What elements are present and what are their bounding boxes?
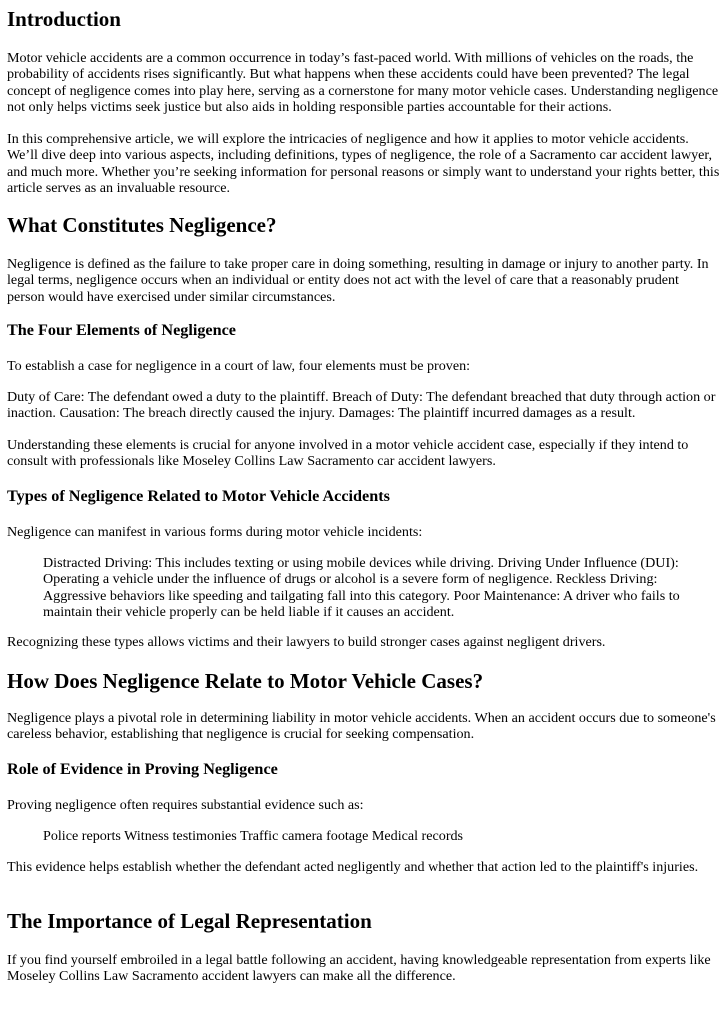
negligence-heading: What Constitutes Negligence? xyxy=(7,213,277,237)
evidence-summary-paragraph: This evidence helps establish whether the defendant acted negligently and whether that action led to the plaintiff's injuries. xyxy=(7,859,699,875)
evidence-list-quote: Police reports Witness testimonies Traffic camera footage Medical records xyxy=(43,828,464,844)
four-elements-heading: The Four Elements of Negligence xyxy=(7,321,236,339)
four-elements-summary-paragraph: Understanding these elements is crucial for anyone involved in a motor vehicle accident case, especially if they intend to consult with professionals like Moseley Collins Law Sacramento car accident lawyers. xyxy=(7,437,689,470)
intro-paragraph-1: Motor vehicle accidents are a common occurrence in today’s fast-paced world. With millions of vehicles on the roads, the probability of accidents rises significantly. But what happens when these accidents could have been prevented? The legal concept of negligence comes into play here, serving as a cornerstone for many motor vehicle cases. Understanding negligence not only helps victims seek justice but also aids in holding responsible parties accountable for their actions. xyxy=(7,50,719,115)
types-summary-paragraph: Recognizing these types allows victims and their lawyers to build stronger cases against negligent drivers. xyxy=(7,634,606,650)
types-heading: Types of Negligence Related to Motor Vehicle Accidents xyxy=(7,487,390,505)
evidence-heading: Role of Evidence in Proving Negligence xyxy=(7,760,278,778)
relate-paragraph: Negligence plays a pivotal role in determining liability in motor vehicle accidents. When an accident occurs due to someone's careless behavior, establishing that negligence is crucial for seeking compensation. xyxy=(7,710,716,743)
intro-paragraph-2: In this comprehensive article, we will explore the intricacies of negligence and how it applies to motor vehicle accidents. We’ll dive deep into various aspects, including definitions, types of negligence, the role of a Sacramento car accident lawyer, and much more. Whether you’re seeking information for personal reasons or simply want to understand your rights better, this article serves as an invaluable resource. xyxy=(7,131,720,196)
relate-heading: How Does Negligence Relate to Motor Vehicle Cases? xyxy=(7,669,484,693)
types-intro-paragraph: Negligence can manifest in various forms during motor vehicle incidents: xyxy=(7,524,423,540)
legal-representation-paragraph: If you find yourself embroiled in a legal battle following an accident, having knowledgeable representation from experts like Moseley Collins Law Sacramento accident lawyers can make all the difference. xyxy=(7,952,711,985)
four-elements-intro-paragraph: To establish a case for negligence in a court of law, four elements must be proven: xyxy=(7,358,471,374)
intro-heading: Introduction xyxy=(7,7,121,31)
four-elements-list-paragraph: Duty of Care: The defendant owed a duty to the plaintiff. Breach of Duty: The defendant breached that duty through action or inaction. Causation: The breach directly caused the injury. Damages: The plaintiff incurred damages as a result. xyxy=(7,389,716,422)
legal-representation-heading: The Importance of Legal Representation xyxy=(7,909,372,933)
negligence-definition-paragraph: Negligence is defined as the failure to take proper care in doing something, resulting in damage or injury to another party. In legal terms, negligence occurs when an individual or entity does not act with the level of care that a reasonably prudent person would have exercised under similar circumstances. xyxy=(7,256,709,305)
types-list-quote: Distracted Driving: This includes texting or using mobile devices while driving. Driving Under Influence (DUI): Operating a vehicle under the influence of drugs or alcohol is a severe form of negligence. Reckless Driving: Aggressive behaviors like speeding and tailgating fall into this category. Poor Maintenance: A driver who fails to maintain their vehicle properly can be held liable if it causes an accident. xyxy=(43,555,680,620)
evidence-intro-paragraph: Proving negligence often requires substantial evidence such as: xyxy=(7,797,364,813)
